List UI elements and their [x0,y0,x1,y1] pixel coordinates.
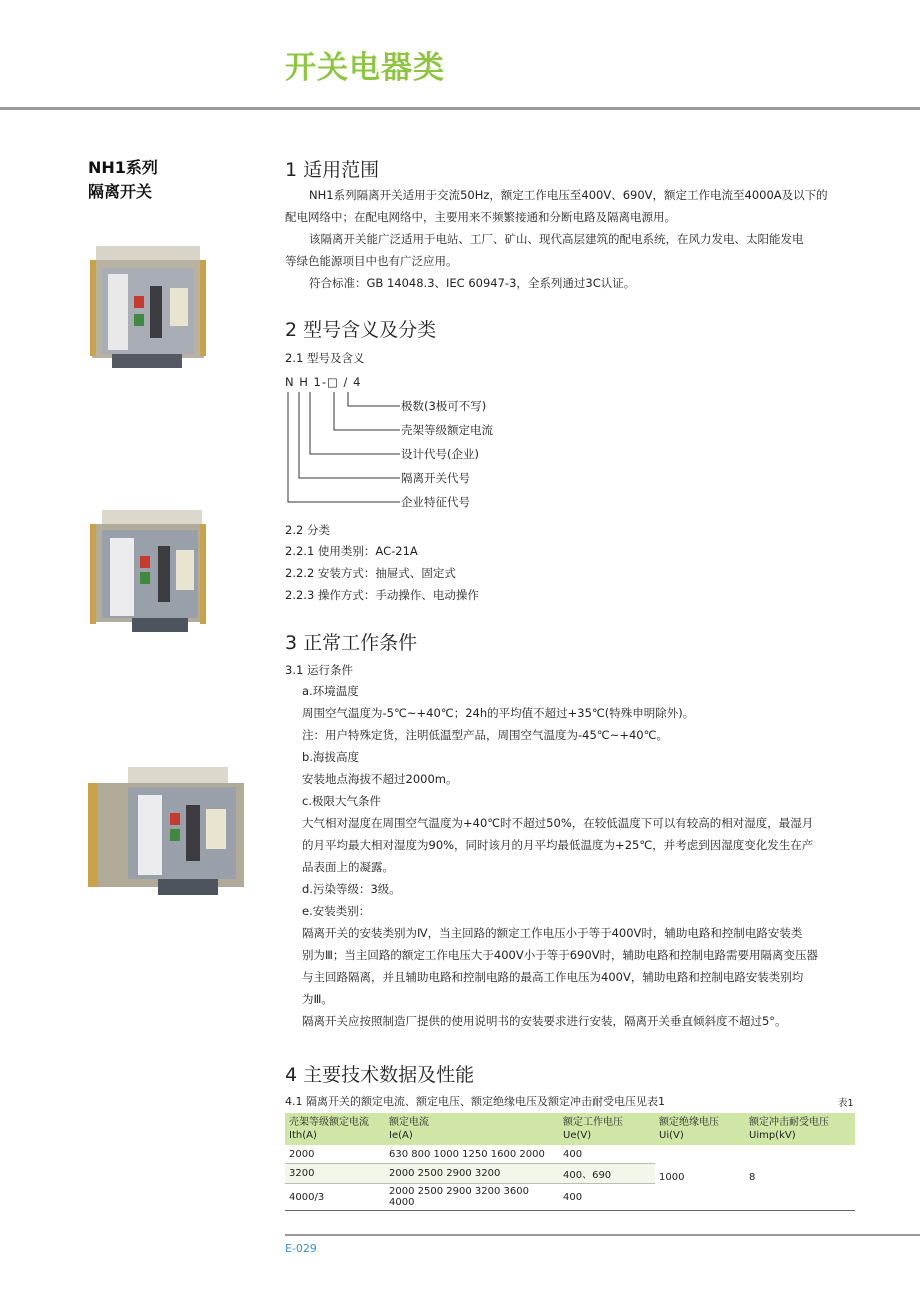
col-header-rated-voltage: 额定工作电压 Ue(V) [563,1117,623,1141]
header-divider [0,107,920,110]
line: e.安装类别： [302,904,371,918]
footer-divider [285,1234,920,1236]
line: 安装地点海拔不超过2000m。 [302,772,458,786]
subsection-2-2: 2.2 分类 [285,523,330,537]
line: 注：用户特殊定货，注明低温型产品，周围空气温度为-45℃~+40℃。 [302,728,669,742]
model-label-switch-code: 隔离开关代号 [401,471,470,485]
cell-frame-current: 2000 [289,1148,315,1160]
product-image-2 [88,506,208,636]
line: b.海拔高度 [302,750,359,764]
page-number: E-029 [285,1242,317,1255]
cell-rated-current: 2000 2500 2900 3200 [389,1168,501,1179]
cell-rated-current: 2000 2500 2900 3200 3600 4000 [389,1186,529,1208]
section-3-body [302,680,882,1032]
table-number: 表1 [838,1098,854,1109]
line: 与主回路隔离，并且辅助电路和控制电路的最高工作电压为400V，辅助电路和控制电路安装类别均 [302,970,804,984]
series-name: NH1系列 [88,158,158,177]
line: d.污染等级：3级。 [302,882,401,896]
spec-table [285,1113,855,1211]
section-heading-4: 4 主要技术数据及性能 [285,1064,475,1086]
table-row [285,1145,855,1164]
model-code: N H 1-□ / 4 [285,375,362,389]
cell-insulation-voltage: 1000 [659,1172,685,1183]
section-1-body [285,184,885,294]
paragraph: 符合标准：GB 14048.3、IEC 60947-3，全系列通过3C认证。 [309,276,636,290]
model-label-poles: 极数(3极可不写) [401,399,487,413]
list-item: 2.2.2 安装方式：抽屉式、固定式 [285,566,456,580]
subsection-3-1: 3.1 运行条件 [285,663,353,677]
line: 周围空气温度为-5℃~+40℃；24h的平均值不超过+35℃(特殊申明除外)。 [302,706,695,720]
line: 大气相对湿度在周围空气温度为+40℃时不超过50%，在较低温度下可以有较高的相对湿度，最湿月 [302,816,814,830]
table-header-row [285,1113,855,1145]
model-label-frame-current: 壳架等级额定电流 [401,423,493,437]
line: 为Ⅲ。 [302,992,333,1006]
col-header-frame-current: 壳架等级额定电流 Ith(A) [289,1117,369,1141]
line: 隔离开关的安装类别为Ⅳ，当主回路的额定工作电压小于等于400V时，辅助电路和控制电路安装类 [302,926,803,940]
cell-rated-voltage: 400、690 [563,1170,612,1181]
cell-rated-current: 630 800 1000 1250 1600 2000 [389,1148,545,1160]
col-header-insulation-voltage: 额定绝缘电压 Ui(V) [659,1117,719,1141]
model-code-diagram-lines [284,390,404,506]
subsection-2-1: 2.1 型号及含义 [285,351,365,365]
paragraph: 该隔离开关能广泛适用于电站、工厂、矿山、现代高层建筑的配电系统，在风力发电、太阳能发电 [309,232,804,246]
product-image-1 [88,238,208,373]
cell-rated-voltage: 400 [563,1148,583,1160]
series-type: 隔离开关 [88,182,153,201]
line: 的月平均最大相对湿度为90%，同时该月的月平均最低温度为+25℃，并考虑到因湿度变化发生在产 [302,838,814,852]
col-header-rated-current: 额定电流 Ie(A) [389,1117,429,1141]
line: 隔离开关应按照制造厂提供的使用说明书的安装要求进行安装，隔离开关垂直倾斜度不超过5°。 [302,1014,787,1028]
line: c.极限大气条件 [302,794,381,808]
line: 别为Ⅲ；当主回路的额定工作电压大于400V小于等于690V时，辅助电路和控制电路需要用隔离变压器 [302,948,819,962]
page-category-title: 开关电器类 [285,50,445,86]
col-header-impulse-voltage: 额定冲击耐受电压 Uimp(kV) [749,1117,829,1141]
paragraph: 配电网络中；在配电网络中，主要用来不频繁接通和分断电路及隔离电源用。 [285,210,676,224]
model-label-design-code: 设计代号(企业) [401,447,479,461]
model-label-enterprise-code: 企业特征代号 [401,495,470,509]
section-heading-2: 2 型号含义及分类 [285,319,437,341]
cell-frame-current: 4000/3 [289,1191,325,1203]
section-heading-1: 1 适用范围 [285,159,380,181]
cell-frame-current: 3200 [289,1168,315,1179]
cell-impulse-voltage: 8 [749,1172,756,1183]
paragraph: NH1系列隔离开关适用于交流50Hz，额定工作电压至400V、690V，额定工作电流至4000A及以下的 [309,188,828,202]
cell-rated-voltage: 400 [563,1191,583,1203]
series-title [88,156,158,204]
paragraph: 等绿色能源项目中也有广泛应用。 [285,254,458,268]
product-image-3 [88,765,248,900]
line: a.环境温度 [302,684,359,698]
list-item: 2.2.1 使用类别：AC-21A [285,544,418,558]
list-item: 2.2.3 操作方式：手动操作、电动操作 [285,588,479,602]
line: 品表面上的凝露。 [302,860,394,874]
section-heading-3: 3 正常工作条件 [285,632,418,654]
classification-list [285,540,479,606]
table-caption: 4.1 隔离开关的额定电流、额定电压、额定绝缘电压及额定冲击耐受电压见表1 [285,1095,665,1108]
